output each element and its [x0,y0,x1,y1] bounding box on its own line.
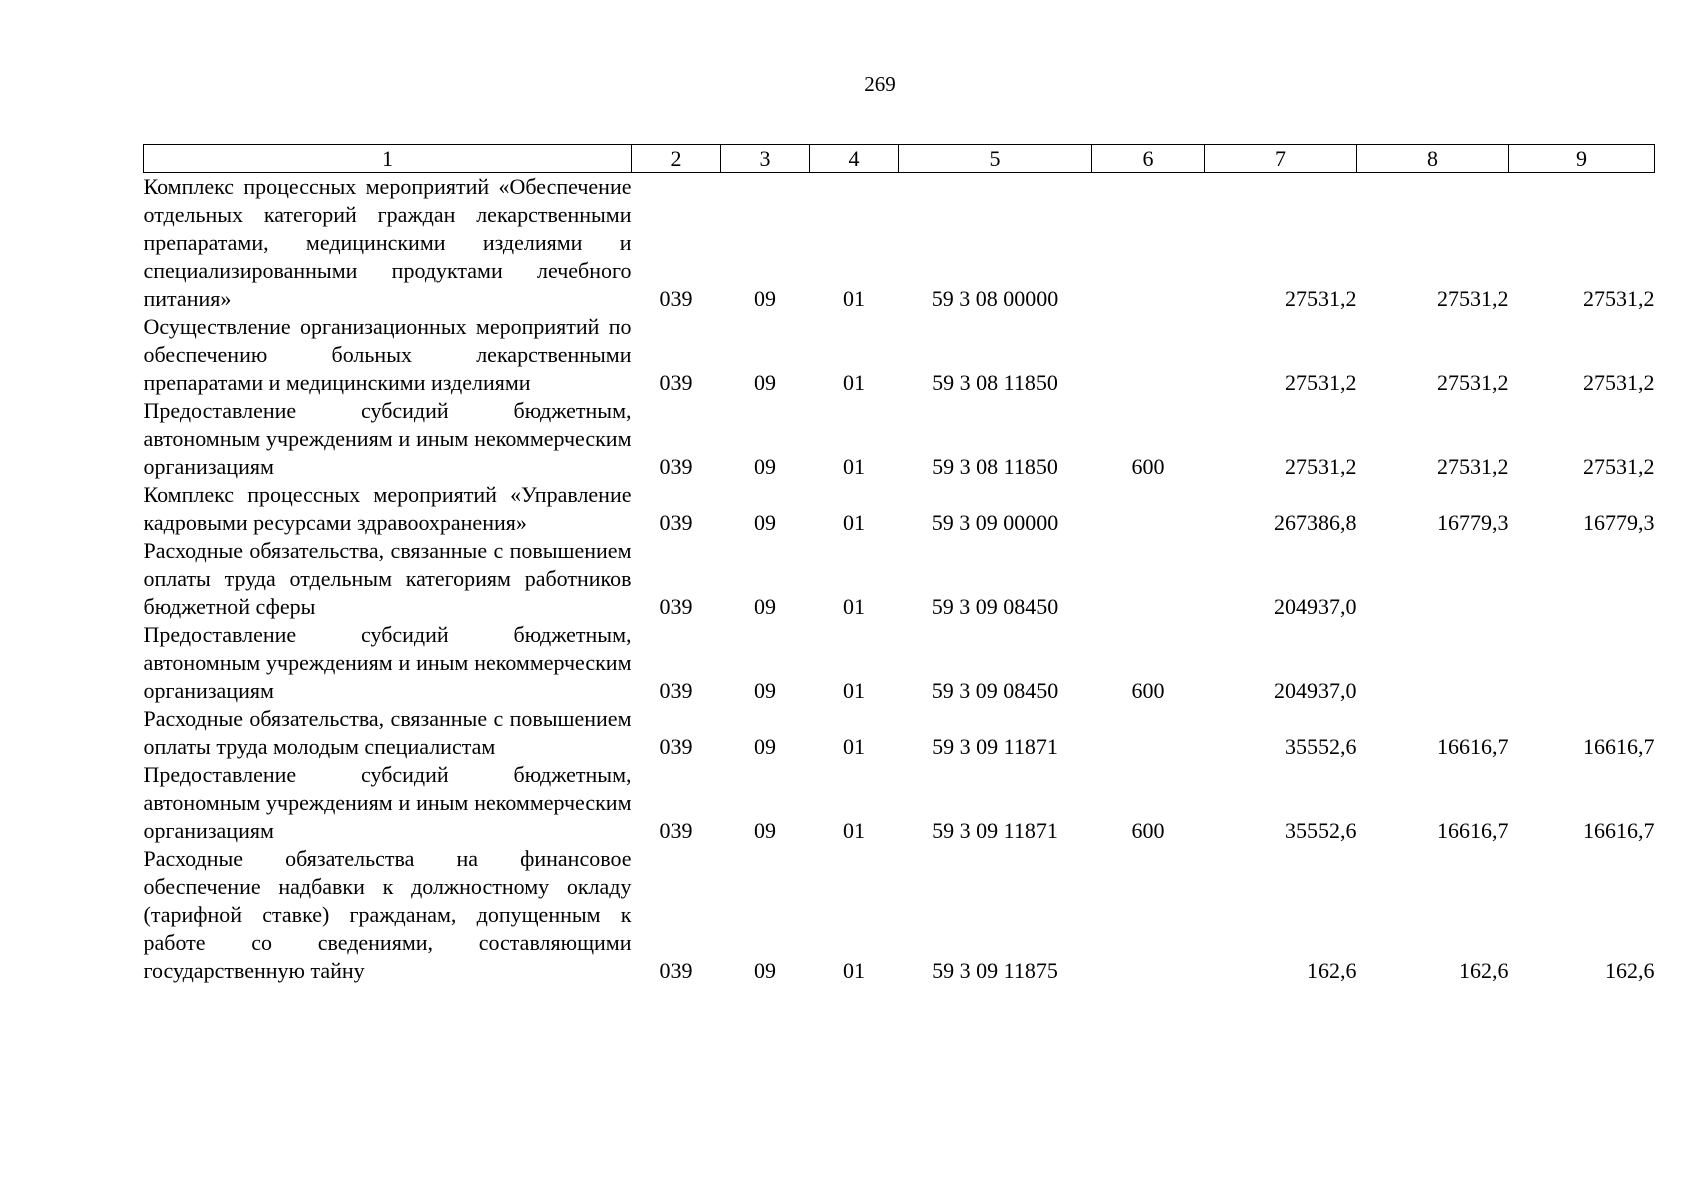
row-amount-col7: 204937,0 [1274,678,1357,703]
row-description: Комплекс процессных мероприятий «Обеспечение отдельных категорий граждан лекарственными препаратами, медицинскими изделиями и специализированными продуктами лечебного питания» [143,174,632,311]
row-amount-col9 [1509,537,1655,621]
row-subsection-code: 01 [843,818,865,843]
row-expense-type: 600 [1131,818,1165,843]
row-amount-col7: 35552,6 [1285,818,1357,843]
table-row [144,845,1655,985]
column-header-7: 7 [1205,145,1357,173]
row-amount-col9: 27531,2 [1583,370,1655,395]
page-number: 269 [864,72,896,96]
row-section-code: 09 [754,510,776,535]
row-expense-type [1092,845,1205,985]
row-target-code: 59 3 09 08450 [931,594,1059,619]
row-amount-col7: 35552,6 [1285,734,1357,759]
row-expense-type [1092,537,1205,621]
row-amount-col8 [1357,621,1509,705]
row-amount-col9: 162,6 [1605,958,1655,983]
row-amount-col8 [1357,537,1509,621]
row-amount-col9: 16616,7 [1583,734,1655,759]
row-section-code: 09 [754,286,776,311]
row-description: Предоставление субсидий бюджетным, автономным учреждениям и иным некоммерческим организациям [143,398,632,479]
row-ministry-code: 039 [659,510,693,535]
row-description: Комплекс процессных мероприятий «Управление кадровыми ресурсами здравоохранения» [143,482,632,535]
row-amount-col7: 27531,2 [1285,454,1357,479]
row-description: Осуществление организационных мероприятий по обеспечению больных лекарственными препаратами и медицинскими изделиями [143,314,632,395]
table-row [144,705,1655,761]
row-amount-col9: 16616,7 [1583,818,1655,843]
row-ministry-code: 039 [659,678,693,703]
row-ministry-code: 039 [659,594,693,619]
row-subsection-code: 01 [843,734,865,759]
row-description: Расходные обязательства, связанные с повышением оплаты труда молодым специалистам [143,706,632,759]
table-row [144,621,1655,705]
row-target-code: 59 3 09 11871 [932,818,1058,843]
row-section-code: 09 [754,594,776,619]
row-amount-col9: 16779,3 [1583,510,1655,535]
row-section-code: 09 [754,678,776,703]
row-section-code: 09 [754,370,776,395]
row-expense-type [1092,173,1205,314]
row-ministry-code: 039 [659,454,693,479]
row-subsection-code: 01 [843,510,865,535]
row-expense-type [1092,705,1205,761]
header-row [144,145,1655,173]
row-ministry-code: 039 [659,958,693,983]
row-expense-type [1092,313,1205,397]
row-amount-col7: 27531,2 [1285,286,1357,311]
column-header-3: 3 [721,145,810,173]
table-row [144,761,1655,845]
row-description: Расходные обязательства, связанные с повышением оплаты труда отдельным категориям работников бюджетной сферы [143,538,632,619]
row-target-code: 59 3 09 11875 [932,958,1058,983]
column-header-6: 6 [1092,145,1205,173]
row-description: Предоставление субсидий бюджетным, автономным учреждениям и иным некоммерческим организациям [143,622,632,703]
row-subsection-code: 01 [843,678,865,703]
table-row [144,481,1655,537]
row-expense-type [1092,481,1205,537]
row-subsection-code: 01 [843,594,865,619]
row-target-code: 59 3 08 11850 [932,370,1058,395]
row-amount-col8: 27531,2 [1437,286,1509,311]
row-ministry-code: 039 [659,818,693,843]
row-subsection-code: 01 [843,370,865,395]
row-amount-col8: 16779,3 [1437,510,1509,535]
column-header-1: 1 [144,145,632,173]
row-amount-col7: 27531,2 [1285,370,1357,395]
budget-table [143,144,1655,985]
row-description: Предоставление субсидий бюджетным, автономным учреждениям и иным некоммерческим организациям [143,762,632,843]
row-target-code: 59 3 08 11850 [932,454,1058,479]
table-row [144,537,1655,621]
row-section-code: 09 [754,958,776,983]
row-target-code: 59 3 09 08450 [931,678,1059,703]
row-description: Расходные обязательства на финансовое обеспечение надбавки к должностному окладу (тарифной ставке) гражданам, допущенным к работе со сведениями, составляющими государственную тайну [143,846,632,983]
column-header-8: 8 [1357,145,1509,173]
row-amount-col8: 27531,2 [1437,454,1509,479]
row-amount-col9: 27531,2 [1583,454,1655,479]
row-amount-col8: 27531,2 [1437,370,1509,395]
row-amount-col8: 162,6 [1459,958,1509,983]
row-amount-col9 [1509,621,1655,705]
row-amount-col7: 162,6 [1307,958,1357,983]
column-header-9: 9 [1509,145,1655,173]
column-header-5: 5 [899,145,1092,173]
row-amount-col8: 16616,7 [1437,734,1509,759]
row-amount-col7: 204937,0 [1274,594,1357,619]
row-section-code: 09 [754,734,776,759]
row-target-code: 59 3 09 00000 [931,510,1059,535]
row-subsection-code: 01 [843,958,865,983]
row-target-code: 59 3 08 00000 [931,286,1059,311]
row-amount-col8: 16616,7 [1437,818,1509,843]
row-amount-col7: 267386,8 [1274,510,1357,535]
row-amount-col9: 27531,2 [1583,286,1655,311]
row-section-code: 09 [754,818,776,843]
row-ministry-code: 039 [659,734,693,759]
row-ministry-code: 039 [659,286,693,311]
table-row [144,313,1655,397]
row-expense-type: 600 [1131,454,1165,479]
column-header-4: 4 [810,145,899,173]
table-row [144,397,1655,481]
row-ministry-code: 039 [659,370,693,395]
table-row [144,173,1655,314]
row-subsection-code: 01 [843,286,865,311]
column-header-2: 2 [632,145,721,173]
row-subsection-code: 01 [843,454,865,479]
row-section-code: 09 [754,454,776,479]
row-expense-type: 600 [1131,678,1165,703]
row-target-code: 59 3 09 11871 [932,734,1058,759]
